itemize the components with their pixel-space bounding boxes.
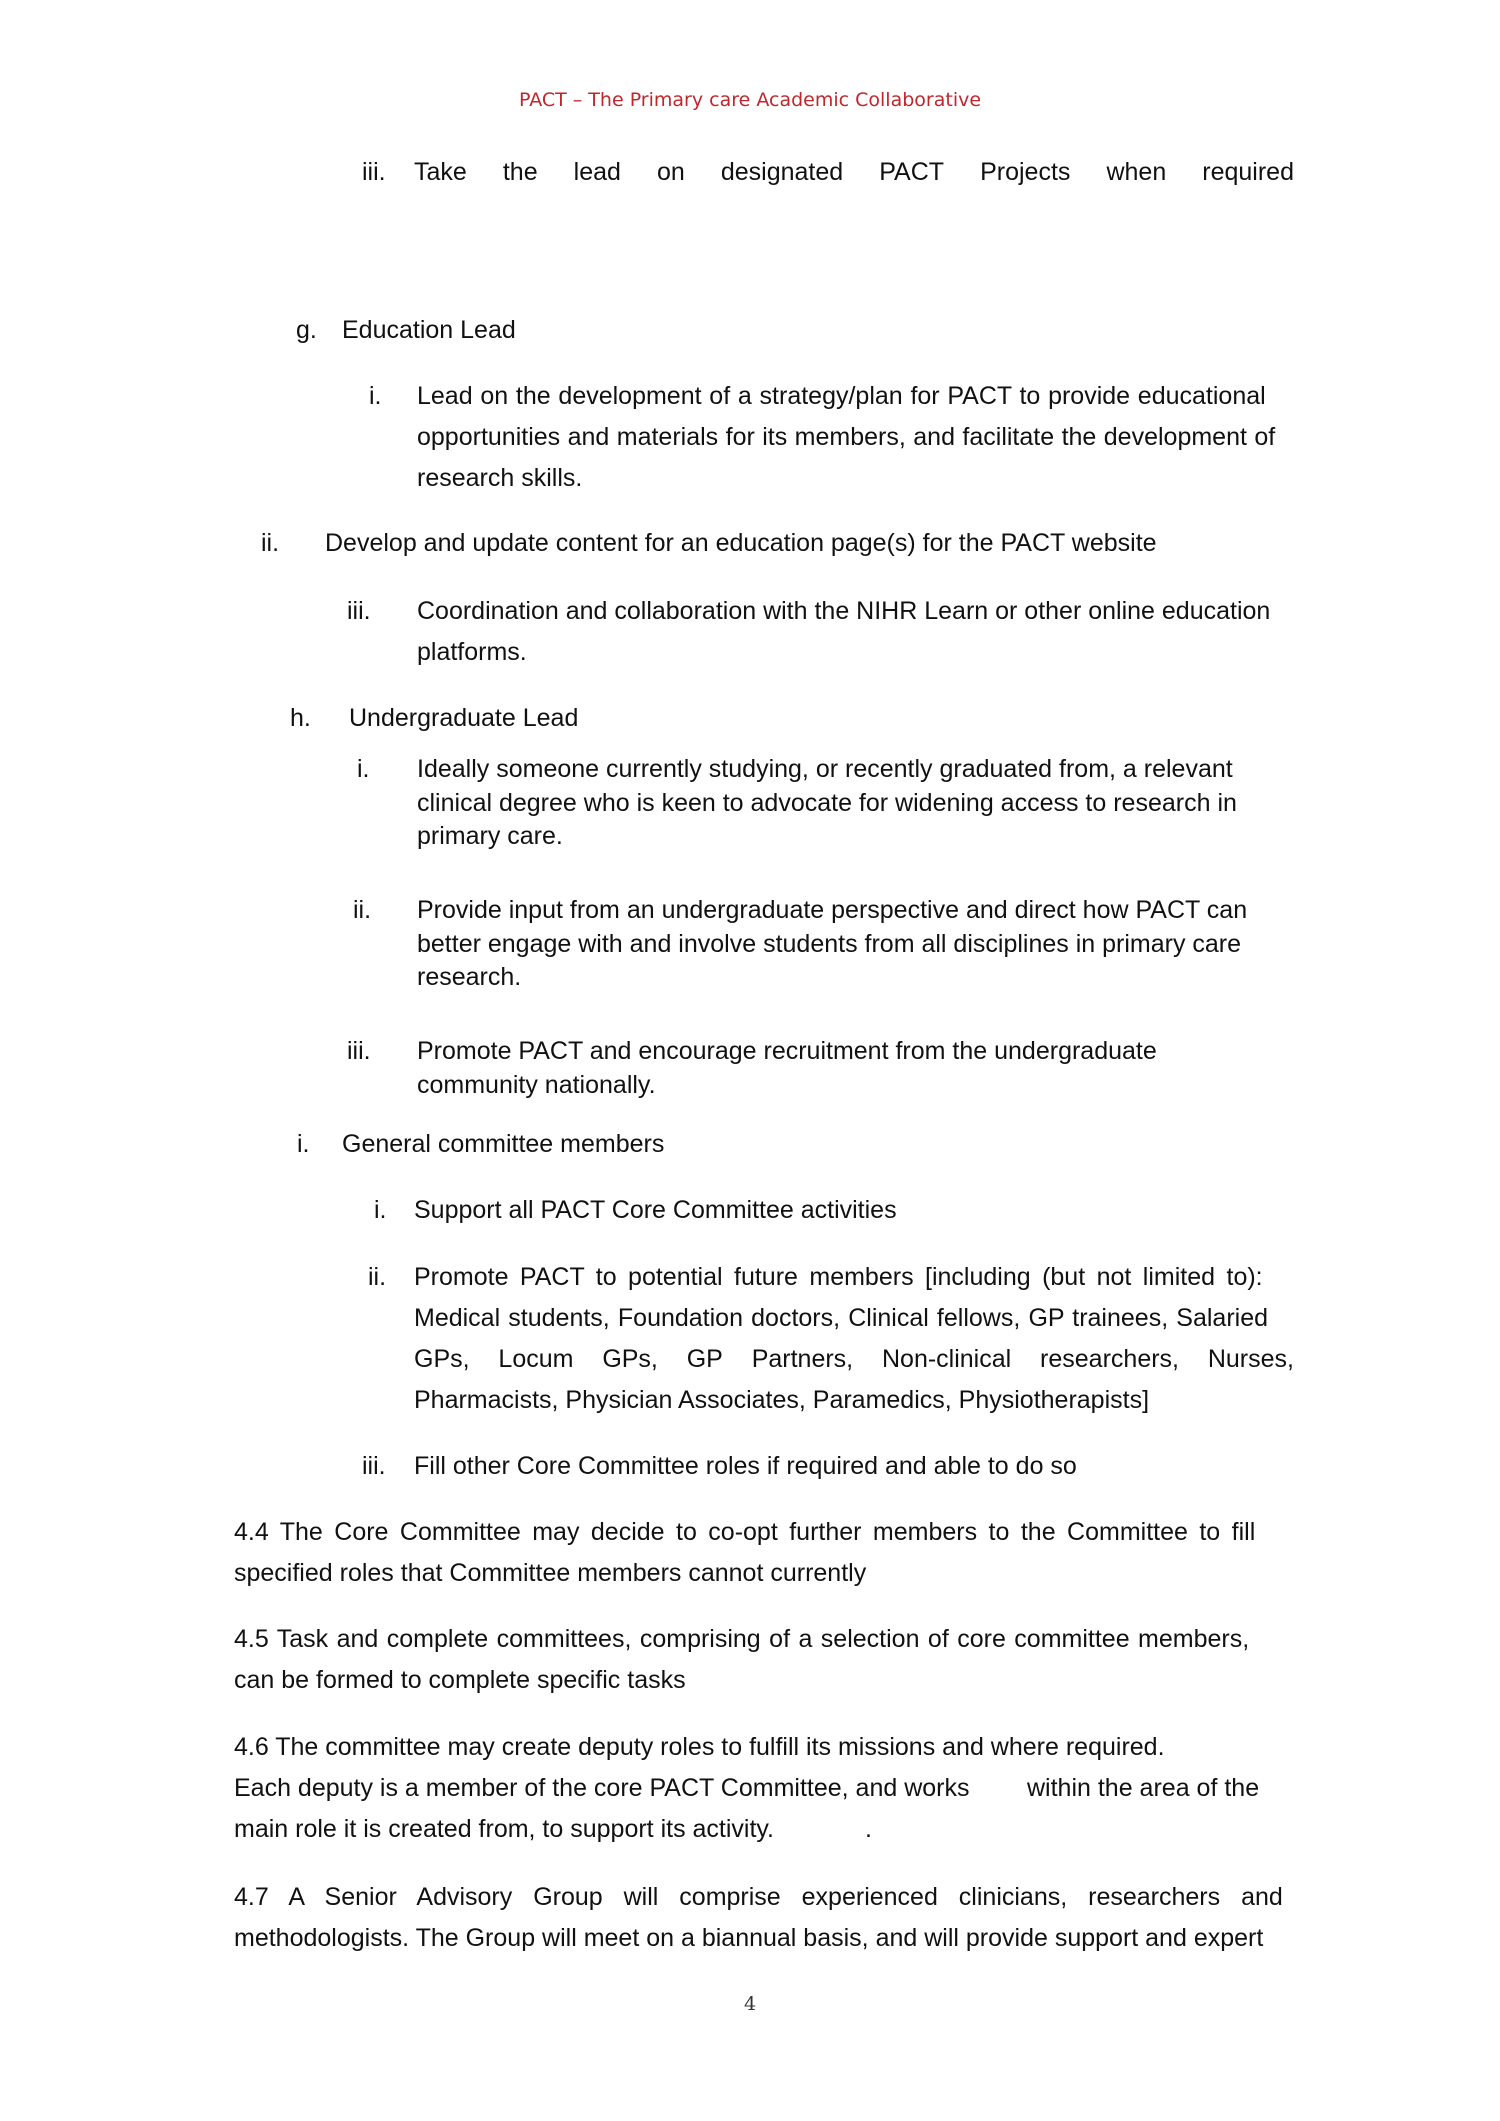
list-number: i. [369, 382, 382, 410]
word: PACT [879, 158, 945, 186]
list-number: iii. [347, 1037, 371, 1065]
word: on [656, 158, 685, 186]
line-text: Promote PACT to potential future members [including (but not limited to): [414, 1263, 1263, 1291]
paragraph-line [417, 384, 1294, 409]
word: Locum [498, 1345, 574, 1373]
word: when [1106, 158, 1167, 186]
paragraph-line: . [865, 1815, 872, 1843]
paragraph-line: research. [417, 963, 522, 991]
paragraph-line: better engage with and involve students from all disciplines in primary care [417, 930, 1242, 958]
paragraph-line: within the area of the [1027, 1774, 1260, 1802]
section-title: General committee members [342, 1130, 665, 1158]
paragraph-line: Provide input from an undergraduate perspective and direct how PACT can [417, 896, 1248, 924]
word: GP [686, 1345, 723, 1373]
paragraph-line: 4.6 The committee may create deputy roles to fulfill its missions and where required. [234, 1733, 1165, 1761]
line-text: 4.4 The Core Committee may decide to co-opt further members to the Committee to fill [234, 1518, 1256, 1546]
section-letter: g. [296, 316, 317, 344]
word: GPs, [602, 1345, 658, 1373]
paragraph-line [234, 1520, 1294, 1545]
section-title: Undergraduate Lead [349, 704, 579, 732]
word: researchers, [1040, 1345, 1179, 1373]
list-number: iii. [362, 1452, 386, 1480]
word: Nurses, [1207, 1345, 1294, 1373]
list-number: ii. [368, 1263, 387, 1291]
line-text: opportunities and materials for its members, and facilitate the development of [417, 423, 1276, 451]
list-number: i. [374, 1196, 387, 1224]
paragraph-line [234, 1885, 1294, 1910]
paragraph-line: Promote PACT and encourage recruitment from the undergraduate [417, 1037, 1157, 1065]
paragraph-line: Fill other Core Committee roles if required and able to do so [414, 1452, 1077, 1480]
list-number: iii. [362, 158, 386, 186]
paragraph-line [414, 1265, 1294, 1290]
paragraph-line: methodologists. The Group will meet on a biannual basis, and will provide support and expert [234, 1924, 1264, 1952]
word: designated [720, 158, 844, 186]
paragraph-line [414, 1306, 1294, 1331]
paragraph-line: Develop and update content for an education page(s) for the PACT website [325, 529, 1157, 557]
paragraph-line [234, 1627, 1294, 1652]
page-number: 4 [743, 1993, 757, 2015]
paragraph-line: Support all PACT Core Committee activities [414, 1196, 897, 1224]
list-number: iii. [347, 597, 371, 625]
paragraph-line [417, 425, 1294, 450]
paragraph-line: platforms. [417, 638, 527, 666]
paragraph-line: can be formed to complete specific tasks [234, 1666, 686, 1694]
word: GPs, [414, 1345, 470, 1373]
word: Take [414, 158, 467, 186]
paragraph-line: research skills. [417, 464, 583, 492]
list-number: i. [357, 755, 370, 783]
line-text: Medical students, Foundation doctors, Clinical fellows, GP trainees, Salaried [414, 1304, 1269, 1332]
section-letter: h. [290, 704, 311, 732]
paragraph-line: Coordination and collaboration with the NIHR Learn or other online education [417, 597, 1271, 625]
list-number: ii. [353, 896, 372, 924]
list-number: ii. [261, 529, 280, 557]
paragraph-line: specified roles that Committee members cannot currently [234, 1559, 867, 1587]
word: Partners, [751, 1345, 854, 1373]
line-text: Lead on the development of a strategy/plan for PACT to provide educational [417, 382, 1266, 410]
section-letter: i. [297, 1130, 310, 1158]
paragraph-line: clinical degree who is keen to advocate for widening access to research in [417, 789, 1237, 817]
paragraph-line: Ideally someone currently studying, or recently graduated from, a relevant [417, 755, 1233, 783]
word: Non-clinical [881, 1345, 1012, 1373]
line-text: 4.7 A Senior Advisory Group will comprise experienced clinicians, researchers and [234, 1883, 1283, 1911]
paragraph-line: main role it is created from, to support its activity. [234, 1815, 775, 1843]
section-title: Education Lead [342, 316, 516, 344]
justified-line [414, 160, 1294, 185]
word: required [1202, 158, 1294, 186]
paragraph-line: community nationally. [417, 1071, 656, 1099]
word: the [502, 158, 538, 186]
word: lead [573, 158, 621, 186]
paragraph-line: primary care. [417, 822, 563, 850]
paragraph-line: Each deputy is a member of the core PACT Committee, and works [234, 1774, 970, 1802]
word: Projects [980, 158, 1071, 186]
paragraph-line: Pharmacists, Physician Associates, Paramedics, Physiotherapists] [414, 1386, 1150, 1414]
running-header: PACT – The Primary care Academic Collaborative [518, 89, 982, 111]
justified-line [414, 1347, 1294, 1372]
line-text: 4.5 Task and complete committees, comprising of a selection of core committee members, [234, 1625, 1250, 1653]
